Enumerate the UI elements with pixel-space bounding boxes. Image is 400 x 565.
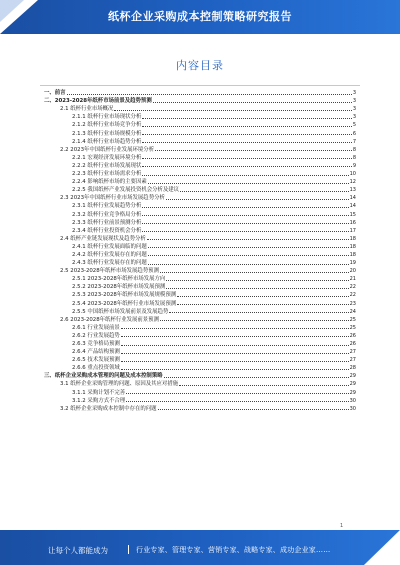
toc-entry-page: 26	[349, 341, 356, 347]
footer-slogan-left: 让每个人都能成为	[48, 546, 108, 555]
toc-entry-page: 22	[349, 284, 356, 291]
toc-leader-dots	[121, 369, 349, 370]
toc-entry[interactable]	[44, 379, 356, 387]
toc-entry-page: 30	[349, 397, 356, 404]
toc-leader-dots	[142, 223, 348, 224]
toc-entry-page: 18	[349, 251, 356, 258]
toc-entry-title: 2.1.3 纸杯行业市场规模分析	[72, 130, 142, 137]
toc-entry-title: 2.5.3 2023-2028年纸杯市场发展规模预测	[72, 292, 177, 299]
toc-entry-title: 二、2023-2028年纸杯市场前景及趋势预测	[44, 98, 152, 105]
toc-entry[interactable]	[44, 315, 356, 323]
toc-entry-page: 26	[349, 332, 356, 339]
table-of-contents	[44, 88, 356, 412]
toc-entry[interactable]	[44, 258, 356, 266]
toc-leader-dots	[160, 320, 349, 321]
toc-entry-title: 2.2 2023年中国纸杯行业发展环境分析	[60, 146, 155, 153]
toc-entry-page: 3	[352, 90, 356, 97]
toc-entry[interactable]	[44, 355, 356, 363]
toc-leader-dots	[158, 409, 349, 410]
toc-entry-title: 2.1.4 纸杯行业市场趋势分析	[72, 138, 142, 145]
toc-entry-page: 15	[349, 211, 356, 218]
toc-entry-title: 2.1.1 纸杯行业市场现状分析	[72, 114, 142, 121]
toc-entry-title: 2.3.3 纸杯行业前景预测分析	[72, 219, 142, 226]
toc-entry-page: 3	[352, 106, 356, 113]
toc-leader-dots	[142, 158, 351, 159]
toc-entry[interactable]	[44, 347, 356, 355]
toc-leader-dots	[142, 142, 351, 143]
toc-leader-dots	[142, 215, 348, 216]
heading-divider	[40, 85, 360, 86]
toc-entry-page: 3	[352, 114, 356, 121]
toc-entry[interactable]	[44, 396, 356, 404]
toc-entry-title: 2.6.6 重点投资领域	[72, 365, 120, 372]
toc-entry-page: 25	[349, 316, 356, 323]
toc-entry-page: 6	[352, 130, 356, 137]
toc-entry-page: 12	[349, 179, 356, 186]
toc-entry-page: 25	[349, 324, 356, 331]
toc-entry-page: 17	[349, 227, 356, 234]
toc-entry-title: 2.6 2023-2028年纸杯行业发展前景预测	[60, 316, 159, 323]
toc-entry-title: 2.3 2023年中国纸杯行业市场发展趋势分析	[60, 195, 165, 202]
toc-leader-dots	[67, 94, 352, 95]
toc-leader-dots	[169, 312, 348, 313]
toc-entry[interactable]	[44, 290, 356, 298]
toc-entry-title: 2.2.2 纸杯行业市场发展现状	[72, 162, 142, 169]
toc-entry[interactable]	[44, 128, 356, 136]
toc-entry-title: 2.4.2 纸杯行业发展存在的问题	[72, 251, 147, 258]
toc-entry-page: 14	[349, 195, 356, 202]
toc-entry-page: 18	[349, 235, 356, 242]
toc-entry[interactable]	[44, 96, 356, 104]
toc-entry-title: 2.4.1 纸杯行业发展面临的问题	[72, 243, 147, 250]
toc-entry-page: 28	[349, 365, 356, 372]
toc-entry-title: 2.6.4 产品结构预测	[72, 349, 120, 356]
toc-entry-page: 16	[349, 219, 356, 226]
toc-entry-page: 7	[352, 138, 356, 145]
toc-entry-title: 2.2.4 影响纸杯市场的主要因素	[72, 179, 147, 186]
toc-leader-dots	[142, 175, 348, 176]
toc-leader-dots	[148, 247, 349, 248]
toc-leader-dots	[142, 118, 351, 119]
toc-entry-page: 20	[349, 268, 356, 275]
toc-entry[interactable]	[44, 185, 356, 193]
toc-entry-title: 2.2.1 宏观经济发展环境分析	[72, 154, 142, 161]
toc-entry-page: 9	[352, 162, 356, 169]
toc-entry-title: 2.3.2 纸杯行业竞争格局分析	[72, 211, 142, 218]
toc-leader-dots	[121, 345, 349, 346]
toc-leader-dots	[166, 199, 349, 200]
toc-entry[interactable]	[44, 226, 356, 234]
toc-entry-title: 2.5.5 中国纸杯市场发展前景及发展趋势	[72, 308, 169, 315]
toc-leader-dots	[155, 150, 352, 151]
toc-entry-page: 10	[349, 171, 356, 178]
toc-entry-title: 2.5 2023-2028年纸杯市场发展趋势预测	[60, 268, 159, 275]
toc-leader-dots	[126, 401, 348, 402]
toc-entry[interactable]	[44, 218, 356, 226]
toc-entry[interactable]	[44, 363, 356, 371]
toc-entry-title: 2.6.2 行业发展趋势	[72, 332, 120, 339]
toc-leader-dots	[142, 134, 351, 135]
toc-entry-page: 14	[349, 203, 356, 210]
toc-leader-dots	[121, 328, 349, 329]
toc-leader-dots	[164, 377, 349, 378]
footer-divider	[128, 545, 129, 554]
toc-leader-dots	[126, 393, 348, 394]
toc-entry[interactable]	[44, 209, 356, 217]
toc-entry[interactable]	[44, 193, 356, 201]
toc-leader-dots	[148, 264, 349, 265]
toc-entry[interactable]	[44, 145, 356, 153]
toc-entry[interactable]	[44, 331, 356, 339]
toc-entry-title: 2.2.3 纸杯行业市场需求分析	[72, 171, 142, 178]
toc-entry-page: 30	[349, 405, 356, 412]
toc-entry-title: 2.5.4 2023-2028年纸杯行业市场发展预测	[72, 300, 177, 307]
toc-entry-title: 2.6.1 行业发展前景	[72, 324, 120, 331]
toc-entry-title: 3.2 纸杯企业采购成本控制中存在的问题	[60, 405, 157, 412]
toc-entry[interactable]	[44, 387, 356, 395]
toc-leader-dots	[142, 207, 348, 208]
toc-entry-page: 23	[349, 300, 356, 307]
toc-leader-dots	[121, 336, 349, 337]
toc-entry[interactable]	[44, 266, 356, 274]
toc-entry-page: 22	[349, 292, 356, 299]
toc-leader-dots	[177, 296, 349, 297]
toc-leader-dots	[121, 361, 349, 362]
toc-entry[interactable]	[44, 339, 356, 347]
toc-leader-dots	[166, 288, 348, 289]
toc-leader-dots	[153, 102, 352, 103]
toc-entry-title: 2.3.1 纸杯行业发展趋势分析	[72, 203, 142, 210]
toc-entry[interactable]	[44, 137, 356, 145]
toc-entry-page: 24	[349, 308, 356, 315]
toc-entry-page: 3	[352, 98, 356, 105]
report-title: 纸杯企业采购成本控制策略研究报告	[108, 10, 292, 23]
toc-entry-page: 29	[349, 373, 356, 380]
toc-entry-title: 2.1.2 纸杯行业市场竞争分析	[72, 122, 142, 129]
toc-leader-dots	[142, 166, 351, 167]
toc-leader-dots	[160, 272, 349, 273]
toc-heading: 内容目录	[176, 59, 224, 72]
toc-entry[interactable]	[44, 161, 356, 169]
toc-entry-title: 2.3.4 纸杯行业投资机会分析	[72, 227, 142, 234]
toc-leader-dots	[166, 280, 348, 281]
toc-entry-title: 三、纸杯企业采购成本管理的问题及成本控制策略	[44, 373, 163, 380]
toc-entry-title: 2.4.3 纸杯行业发展存在的问题	[72, 260, 147, 267]
footer-slogan-right: 行业专家、管理专家、营销专家、战略专家、成功企业家……	[136, 546, 331, 554]
footer-corner-decoration	[364, 530, 400, 565]
toc-entry-title: 2.5.1 2023-2028年纸杯市场发展方向	[72, 276, 166, 283]
toc-entry[interactable]	[44, 201, 356, 209]
toc-entry[interactable]	[44, 274, 356, 282]
toc-entry[interactable]	[44, 88, 356, 96]
toc-entry-title: 2.4 纸杯产业链发展现状及趋势分析	[60, 235, 146, 242]
toc-entry-page: 29	[349, 389, 356, 396]
toc-entry-title: 2.1 纸杯行业市场概况	[60, 106, 114, 113]
toc-entry-page: 13	[349, 187, 356, 194]
toc-leader-dots	[148, 183, 349, 184]
toc-entry-page: 27	[349, 349, 356, 356]
toc-entry[interactable]	[44, 153, 356, 161]
toc-entry-title: 2.6.5 技术发展预测	[72, 357, 120, 364]
toc-entry[interactable]	[44, 234, 356, 242]
toc-entry-title: 2.6.3 竞争格局预测	[72, 341, 120, 347]
toc-entry[interactable]	[44, 104, 356, 112]
toc-entry[interactable]	[44, 177, 356, 185]
toc-entry-page: 8	[352, 146, 356, 153]
toc-entry[interactable]	[44, 120, 356, 128]
toc-entry[interactable]	[44, 169, 356, 177]
toc-leader-dots	[142, 231, 348, 232]
toc-entry-page: 8	[352, 154, 356, 161]
toc-leader-dots	[114, 110, 351, 111]
toc-entry[interactable]	[44, 307, 356, 315]
toc-entry-title: 3.1.2 采购方式不合理	[72, 397, 126, 404]
toc-entry-title: 2.5.2 2023-2028年纸杯市场发展预测	[72, 284, 166, 291]
page-number: 1	[340, 523, 344, 529]
toc-entry-page: 18	[349, 243, 356, 250]
toc-entry[interactable]	[44, 371, 356, 379]
toc-leader-dots	[147, 239, 349, 240]
toc-entry-title: 3.1 纸杯企业采购管理的问题、原因及其应对措施	[60, 381, 179, 388]
toc-entry[interactable]	[44, 323, 356, 331]
toc-entry[interactable]	[44, 112, 356, 120]
toc-entry[interactable]	[44, 250, 356, 258]
toc-entry[interactable]	[44, 282, 356, 290]
toc-entry-page: 29	[349, 381, 356, 388]
toc-leader-dots	[121, 353, 349, 354]
toc-leader-dots	[177, 304, 349, 305]
toc-entry-page: 27	[349, 357, 356, 364]
toc-leader-dots	[180, 191, 349, 192]
toc-leader-dots	[142, 126, 351, 127]
toc-leader-dots	[148, 255, 349, 256]
toc-entry[interactable]	[44, 404, 356, 412]
toc-entry-title: 2.2.5 我国纸杯产业发展投资机会分析及建议	[72, 187, 180, 194]
toc-entry-title: 一、前言	[44, 90, 66, 97]
toc-entry-page: 5	[352, 122, 356, 129]
toc-leader-dots	[179, 385, 349, 386]
toc-entry-page: 19	[349, 260, 356, 267]
toc-entry[interactable]	[44, 298, 356, 306]
toc-entry-title: 3.1.1 采购计划不完善	[72, 389, 126, 396]
toc-entry-page: 21	[349, 276, 356, 283]
toc-entry[interactable]	[44, 242, 356, 250]
